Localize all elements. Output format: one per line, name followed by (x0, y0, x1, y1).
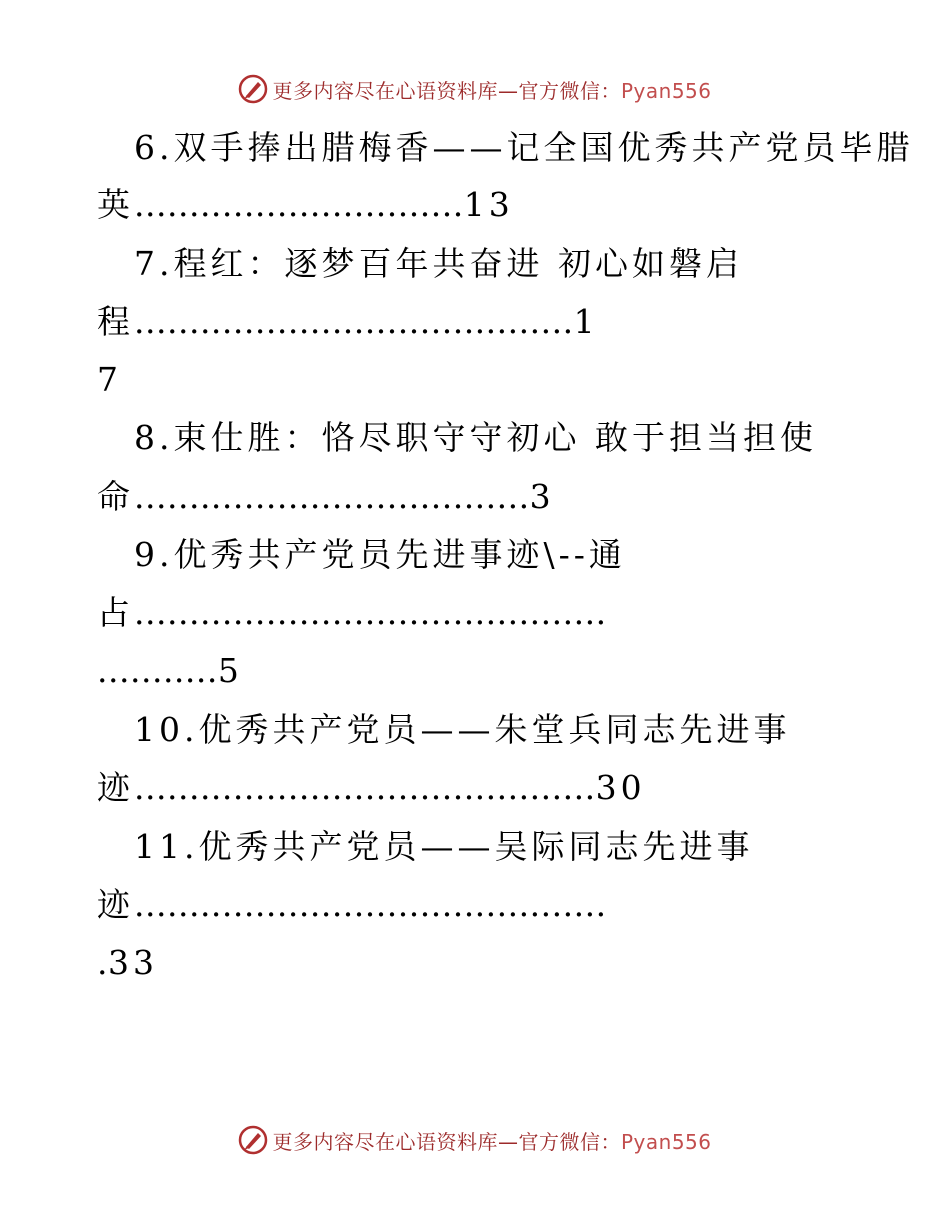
toc-entry-title[interactable]: 10.优秀共产党员——朱堂兵同志先进事 (134, 710, 791, 749)
toc-entry-title[interactable]: 11.优秀共产党员——吴际同志先进事 (134, 827, 754, 866)
watermark-text: 更多内容尽在心语资料库—官方微信：Pyan556 (272, 1129, 712, 1154)
toc-entry-title[interactable]: 7.程红：逐梦百年共奋进 初心如磐启 (134, 244, 743, 283)
footer-watermark (0, 1123, 950, 1157)
toc-entry-leader: 迹........................................... (97, 885, 607, 924)
page-number: 33 (108, 943, 158, 982)
watermark-text: 更多内容尽在心语资料库—官方微信：Pyan556 (272, 78, 712, 103)
toc-entry-leader-wrap (97, 357, 122, 403)
pen-logo-icon (238, 1125, 268, 1155)
page-number: 7 (97, 360, 122, 399)
toc-entry-leader: 占........................................... (97, 593, 607, 632)
toc-entry-leader-wrap: .33 (97, 943, 158, 982)
toc-entry-leader: 英..............................13 (97, 185, 514, 224)
toc-entry-leader-wrap: ...........5 (97, 651, 243, 690)
toc-entry-title[interactable]: 8.束仕胜：恪尽职守守初心 敢于担当担使 (134, 418, 817, 457)
page-number: 5 (217, 651, 243, 690)
toc-entry-leader: 迹..........................................30 (97, 768, 646, 807)
page-number: 1 (573, 302, 599, 341)
page-number: 3 (529, 477, 555, 516)
page-number: 13 (463, 185, 514, 224)
toc-entry-title[interactable]: 9.优秀共产党员先进事迹\--通 (134, 535, 626, 574)
toc-entry-title[interactable]: 6.双手捧出腊梅香——记全国优秀共产党员毕腊 (134, 128, 914, 167)
toc-entry-leader: 命....................................3 (97, 477, 555, 516)
toc-entry-leader: 程........................................1 (97, 302, 599, 341)
page-number: 30 (595, 768, 646, 807)
